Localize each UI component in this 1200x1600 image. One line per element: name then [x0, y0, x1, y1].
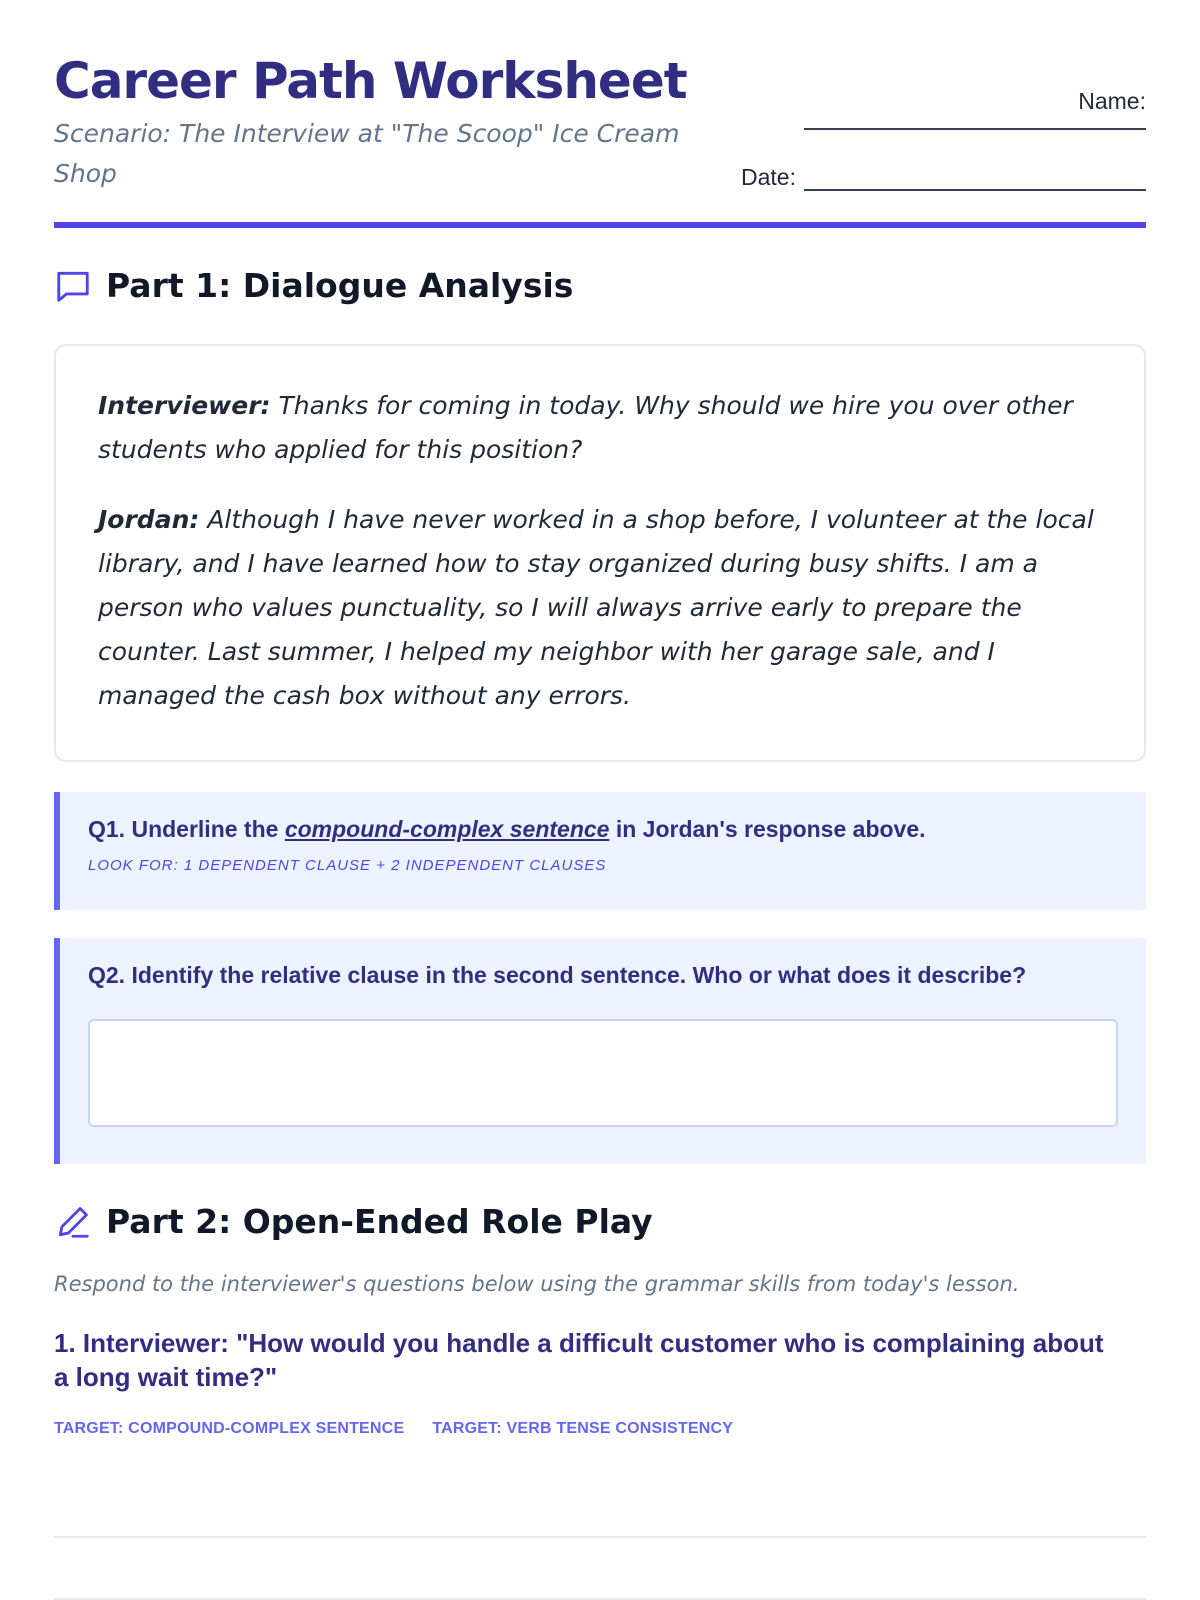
- date-row: [741, 164, 1146, 191]
- question-1-tail: in Jordan's response above.: [609, 816, 926, 842]
- date-field[interactable]: [804, 169, 1146, 191]
- target-tag: TARGET: VERB TENSE CONSISTENCY: [432, 1420, 734, 1437]
- question-2-text: Q2. Identify the relative clause in the second sentence. Who or what does it describe?: [88, 962, 1027, 988]
- part1-heading: [54, 266, 573, 305]
- name-field[interactable]: [804, 128, 1146, 130]
- question-2-answer-field[interactable]: [88, 1019, 1118, 1127]
- dialogue-line: [98, 384, 1102, 472]
- date-label: Date:: [741, 164, 796, 190]
- question-1: [54, 792, 1146, 910]
- page-title: Career Path Worksheet: [54, 52, 687, 110]
- part2-heading: [54, 1202, 653, 1241]
- target-tag: TARGET: COMPOUND-COMPLEX SENTENCE: [54, 1420, 405, 1437]
- speaker-name: Jordan:: [98, 505, 200, 534]
- answer-line[interactable]: [54, 1536, 1146, 1538]
- part2-instructions: Respond to the interviewer's questions below using the grammar skills from today's lesson.: [54, 1272, 1020, 1296]
- question-2: [54, 938, 1146, 1164]
- target-tags: [54, 1420, 733, 1438]
- pencil-icon: [54, 1203, 92, 1241]
- part1-title: Part 1: Dialogue Analysis: [106, 266, 574, 305]
- name-label: Name:: [1078, 88, 1146, 114]
- dialogue-card: [54, 344, 1146, 762]
- question-1-term: compound-complex sentence: [284, 816, 610, 842]
- scenario-subtitle: Scenario: The Interview at "The Scoop" Ice Cream Shop: [54, 119, 680, 188]
- question-1-hint: LOOK FOR: 1 DEPENDENT CLAUSE + 2 INDEPENDENT CLAUSES: [88, 857, 607, 874]
- dialogue-text: Thanks for coming in today. Why should we hire you over other students who applied for this position?: [98, 391, 1073, 464]
- question-1-text: [88, 816, 1118, 843]
- speaker-name: Interviewer:: [98, 391, 271, 420]
- part2-title: Part 2: Open-Ended Role Play: [106, 1202, 653, 1241]
- interview-prompt-1: 1. Interviewer: "How would you handle a difficult customer who is complaining about a long wait time?": [54, 1328, 1104, 1392]
- dialogue-text: Although I have never worked in a shop before, I volunteer at the local library, and I have learned how to stay organized during busy shifts. I am a person who values punctuality, so I will always arrive early to prepare the counter. Last summer, I helped my neighbor with her garage sale, and I managed the cash box without any errors.: [98, 505, 1094, 710]
- speech-bubble-icon: [54, 267, 92, 305]
- question-1-lead: Q1. Underline the: [88, 816, 285, 842]
- dialogue-line: [98, 498, 1102, 718]
- worksheet-header: [54, 0, 1146, 228]
